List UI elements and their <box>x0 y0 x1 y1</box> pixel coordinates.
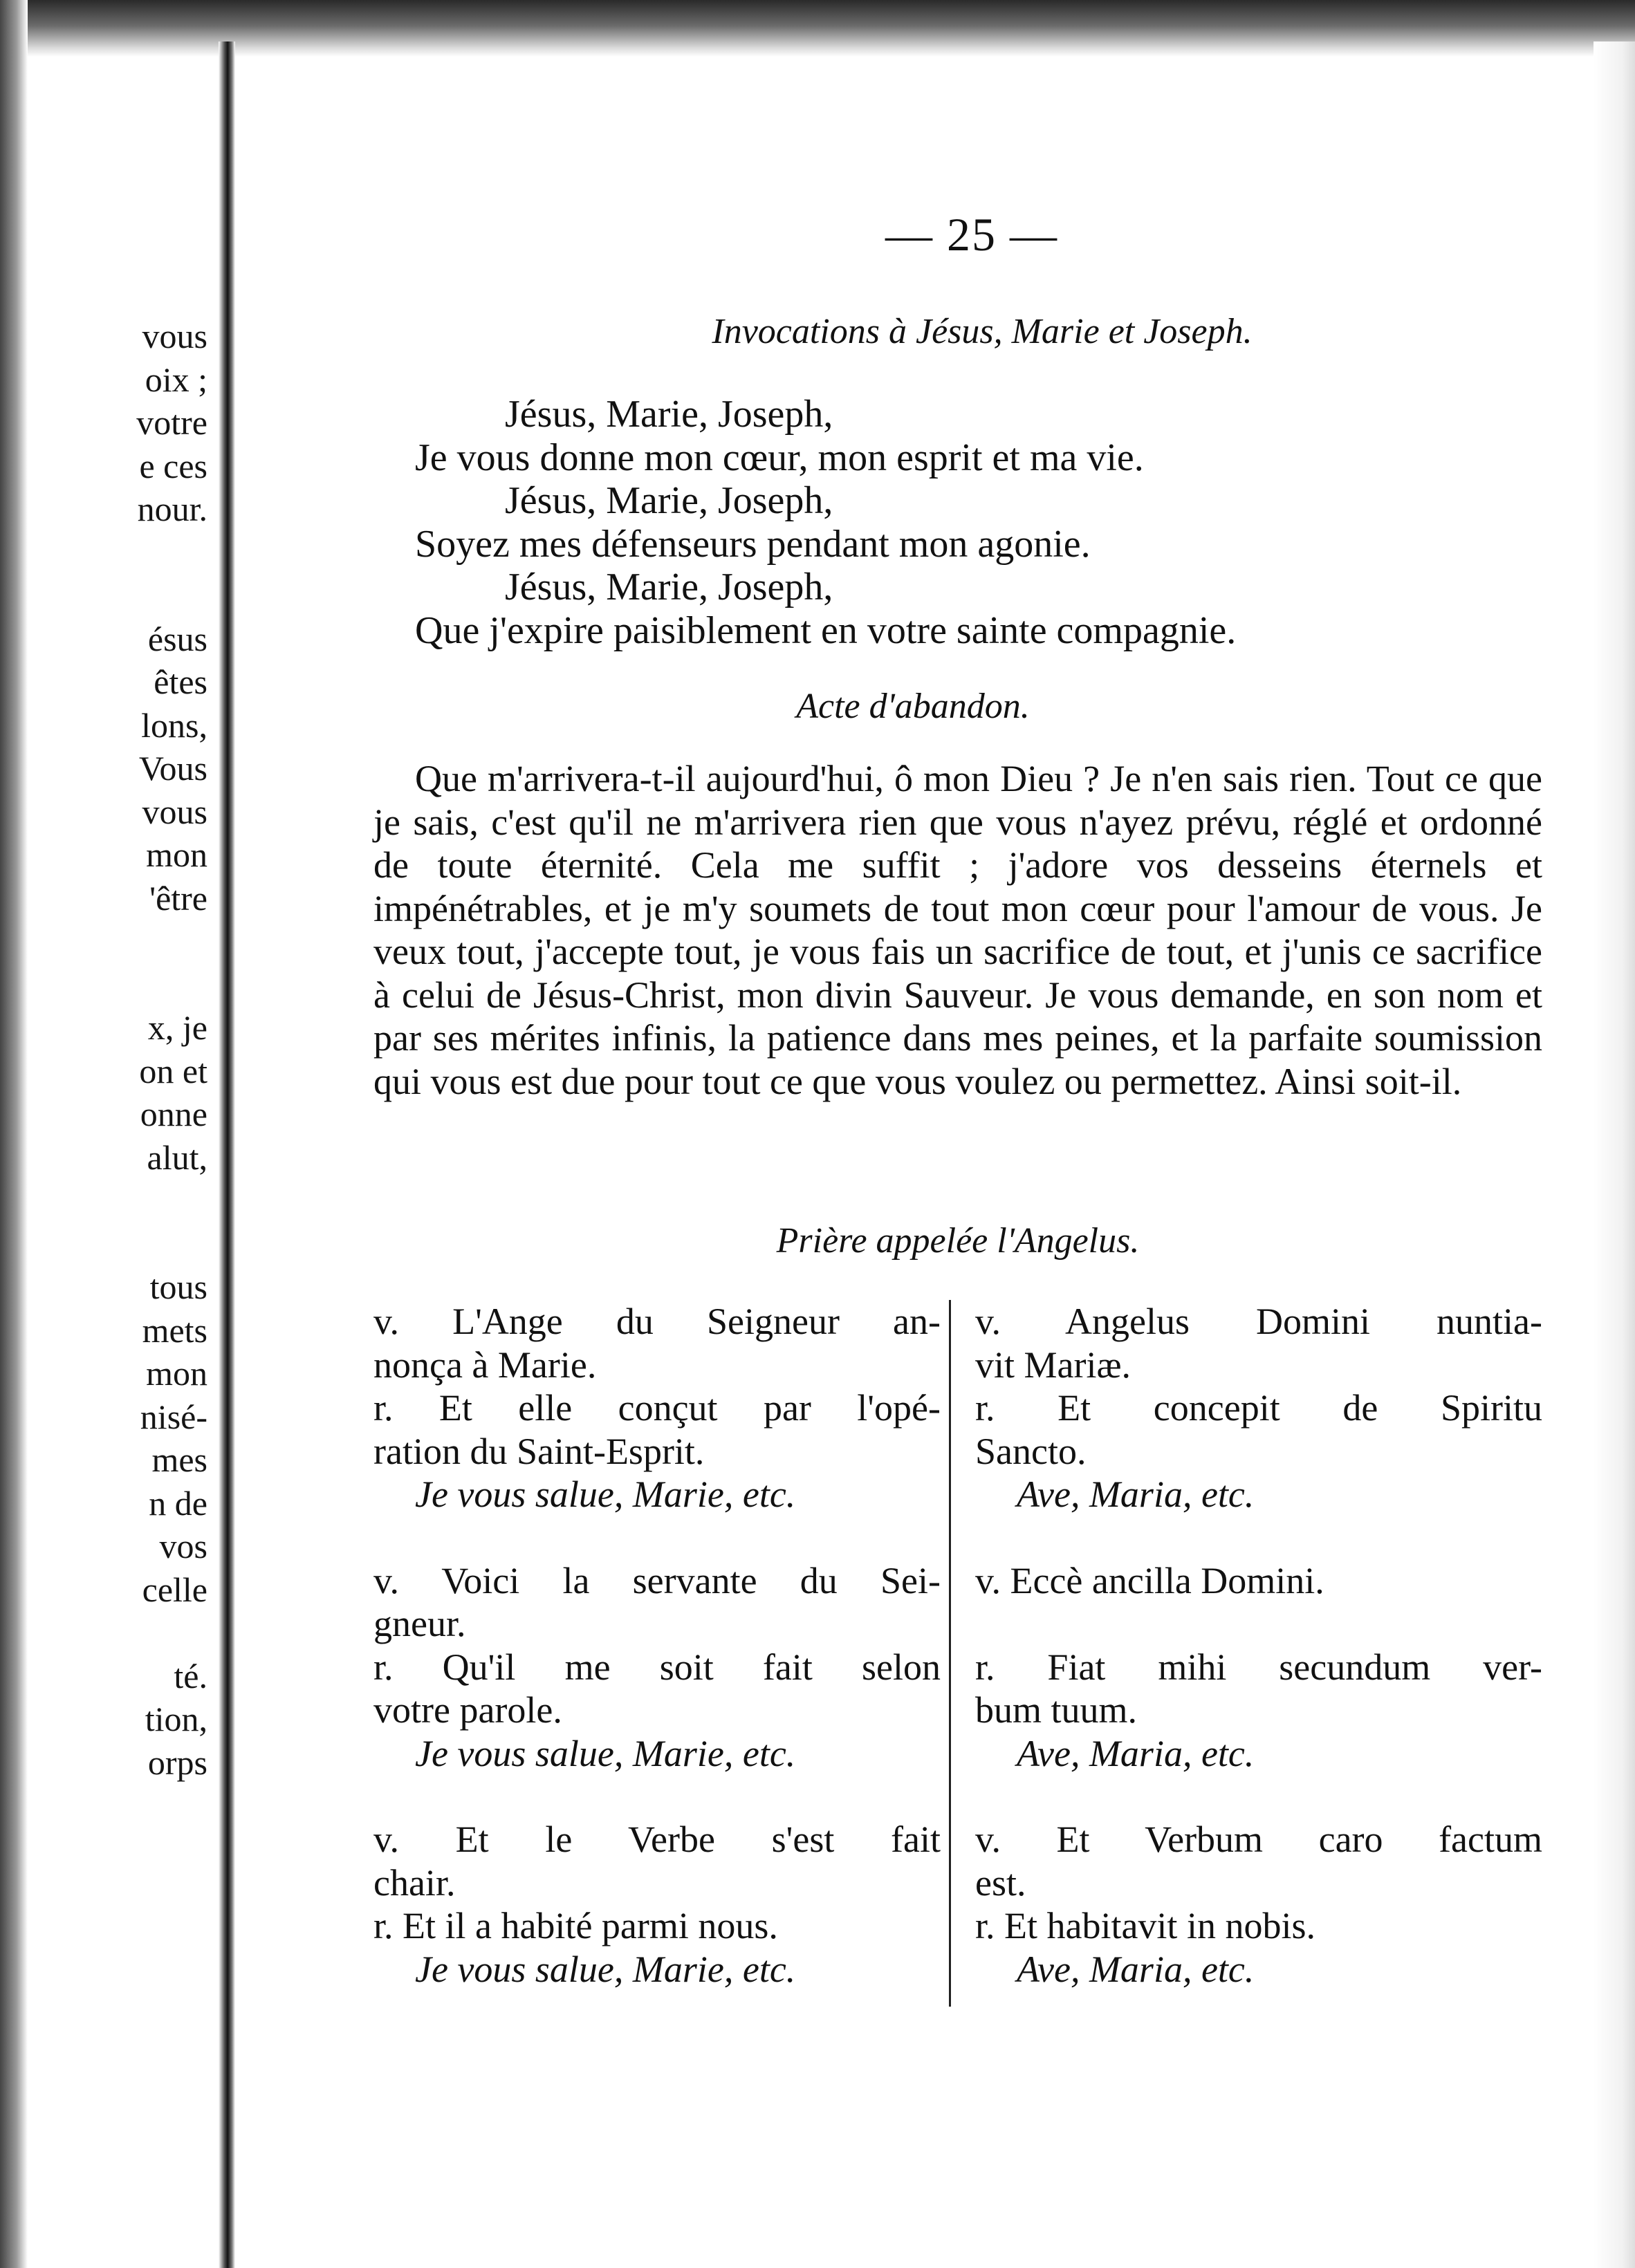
invocations-title: Invocations à Jésus, Marie et Joseph. <box>712 312 1253 351</box>
left-fragment-line: nour. <box>137 490 207 528</box>
verse-line: r. Et habitavit in nobis. <box>975 1905 1315 1946</box>
left-fragment-line: tion, <box>145 1700 207 1738</box>
verse-line: ration du Saint-Esprit. <box>373 1430 705 1472</box>
verse-line: gneur. <box>373 1603 466 1644</box>
left-fragment-line: x, je <box>147 1008 207 1047</box>
verse-block <box>975 1559 1542 1776</box>
left-fragment-line <box>0 574 207 617</box>
verse-line: Sancto. <box>975 1430 1087 1472</box>
verse-block <box>373 1818 941 1991</box>
scan-top-shadow <box>0 0 1635 57</box>
verse-line: v. Voici la servante du Sei- <box>373 1559 941 1601</box>
left-fragment-line <box>0 963 207 1007</box>
ave-line: Ave, Maria, etc. <box>1017 1474 1255 1515</box>
left-fragment-line: Vous <box>138 749 207 788</box>
poem-line: Soyez mes défenseurs pendant mon agonie. <box>415 522 1091 566</box>
verse-block <box>373 1559 941 1776</box>
verse-line: nonça à Marie. <box>373 1344 597 1386</box>
angelus-title: Prière appelée l'Angelus. <box>776 1221 1140 1261</box>
left-fragment-line: nisé- <box>140 1397 207 1436</box>
left-fragment-line: votre <box>136 403 207 442</box>
abandon-paragraph: Que m'arrivera-t-il aujourd'hui, ô mon Dieu ? Je n'en sais rien. Tout ce que je sais, c'est qu'il ne m'arrivera rien que vous n'ayez prévu, réglé et ordonné de toute éternité. Cela me suffit ; j'adore vos desseins éternels et impénétrables, et je m'y soumets de tout mon cœur pour l'amour de vous. Je veux tout, j'accepte tout, je vous fais un sacrifice de tout, et j'unis ce sacrifice à celui de Jésus-Christ, mon divin Sauveur. Je vous demande, en son nom et par ses mérites infinis, la patience dans mes peines, et la parfaite soumission qui vous est due pour tout ce que vous voulez ou permettez. Ainsi soit-il. <box>373 758 1542 1102</box>
verse-line: chair. <box>373 1861 456 1904</box>
verse-line: votre parole. <box>373 1689 562 1731</box>
verse-line: r. Qu'il me soit fait selon <box>373 1646 941 1688</box>
left-fragment-line: vous <box>142 792 207 831</box>
verse-line: v. Angelus Domini nuntia- <box>975 1301 1542 1342</box>
verse-line: r. Et concepit de Spiritu <box>975 1387 1542 1429</box>
angelus-french-column <box>373 1300 941 2034</box>
left-fragment-line: mes <box>151 1440 207 1479</box>
left-fragment-line: onne <box>140 1095 207 1133</box>
page-number: — 25 — <box>885 208 1058 261</box>
ave-line: Je vous salue, Marie, etc. <box>415 1948 796 1990</box>
angelus-latin-column <box>975 1300 1542 2034</box>
right-margin <box>1594 41 1635 2268</box>
poem-line: Jésus, Marie, Joseph, <box>505 479 833 522</box>
left-fragment-line: n de <box>149 1483 207 1523</box>
left-fragment-line: on et <box>139 1051 207 1090</box>
left-fragment-line: êtes <box>154 662 207 701</box>
left-fragment-line: alut, <box>147 1137 207 1177</box>
ave-line: Ave, Maria, etc. <box>1017 1948 1255 1990</box>
poem-line: Jésus, Marie, Joseph, <box>505 393 833 436</box>
verse-line: v. Et Verbum caro factum <box>975 1819 1542 1860</box>
left-fragment-line: mon <box>146 835 207 874</box>
verse-block <box>975 1300 1542 1516</box>
left-fragment-line: celle <box>142 1570 207 1609</box>
left-fragment-line <box>0 1223 207 1266</box>
verse-line: est. <box>975 1861 1026 1904</box>
angelus-columns <box>373 1300 1542 1991</box>
left-fragment-line: té. <box>174 1656 207 1695</box>
left-fragment-line <box>0 531 207 575</box>
book-gutter <box>219 41 235 2268</box>
abandon-title: Acte d'abandon. <box>796 687 1030 726</box>
verse-line: r. Et il a habité parmi nous. <box>373 1905 778 1946</box>
verse-line: v. L'Ange du Seigneur an- <box>373 1301 941 1342</box>
left-fragment-line: tous <box>149 1267 207 1306</box>
left-fragment-line <box>0 1611 207 1655</box>
left-fragment-line: 'être <box>149 878 207 918</box>
verse-line: r. Fiat mihi secundum ver- <box>975 1646 1542 1688</box>
left-fragment-line <box>0 920 207 963</box>
left-fragment-line: e ces <box>139 446 207 485</box>
verse-line: v. Et le Verbe s'est fait <box>373 1819 941 1860</box>
column-divider <box>949 1300 951 2007</box>
verse-block <box>373 1300 941 1516</box>
left-fragment-line <box>0 1179 207 1223</box>
left-fragment-line: vos <box>159 1527 207 1565</box>
ave-line: Je vous salue, Marie, etc. <box>415 1474 796 1515</box>
left-page-fragment <box>0 315 207 2043</box>
left-fragment-line: orps <box>147 1742 207 1782</box>
left-fragment-line: lons, <box>141 705 207 745</box>
poem-line: Je vous donne mon cœur, mon esprit et ma vie. <box>415 436 1144 479</box>
left-fragment-line: oix ; <box>145 360 207 399</box>
verse-line: v. Eccè ancilla Domini. <box>975 1559 1324 1601</box>
invocations-poem <box>415 393 1236 652</box>
verse-line: r. Et elle conçut par l'opé- <box>373 1387 941 1429</box>
ave-line: Ave, Maria, etc. <box>1017 1732 1255 1774</box>
left-fragment-line: ésus <box>147 619 207 658</box>
ave-line: Je vous salue, Marie, etc. <box>415 1732 796 1774</box>
verse-line <box>975 1602 1542 1646</box>
poem-line: Que j'expire paisiblement en votre sainte compagnie. <box>415 608 1237 652</box>
verse-line: vit Mariæ. <box>975 1344 1131 1386</box>
left-fragment-line: mon <box>146 1354 207 1393</box>
verse-line: bum tuum. <box>975 1689 1138 1731</box>
poem-line: Jésus, Marie, Joseph, <box>505 566 833 608</box>
left-fragment-line: vous <box>142 317 207 355</box>
verse-block <box>975 1818 1542 1991</box>
left-fragment-line: mets <box>142 1310 207 1350</box>
